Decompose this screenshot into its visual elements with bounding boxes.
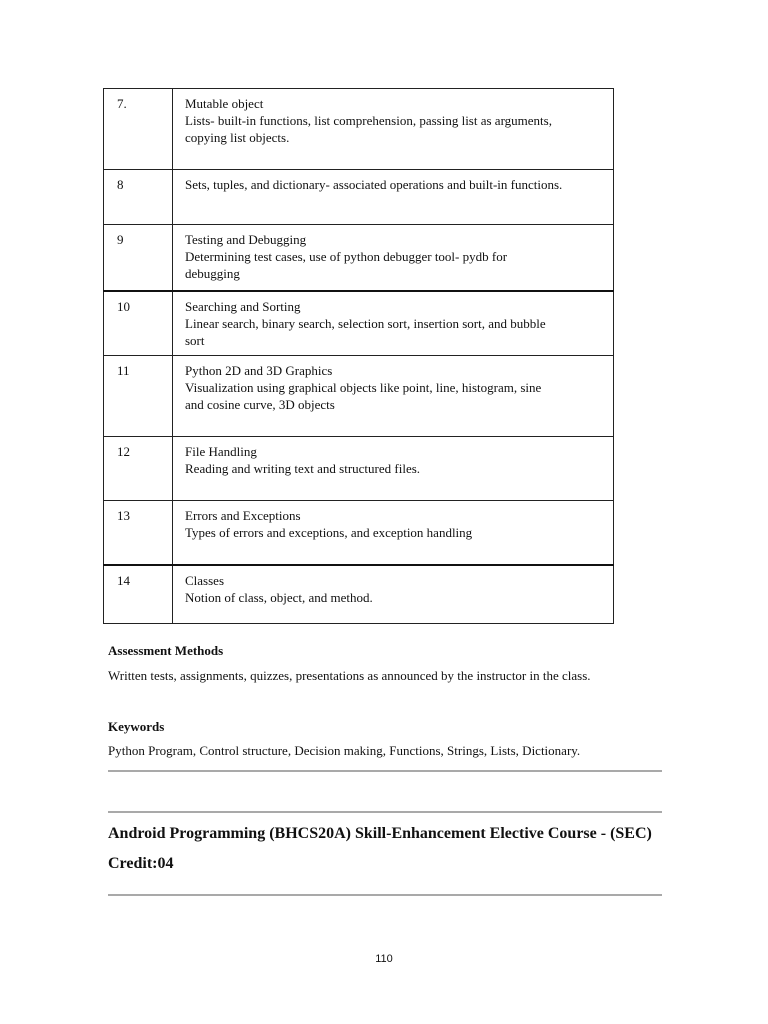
table-row	[104, 89, 614, 170]
table-row	[104, 501, 614, 565]
course-credit: Credit:04	[108, 855, 174, 872]
course-title: Android Programming (BHCS20A) Skill-Enhancement Elective Course - (SEC)	[108, 825, 652, 842]
row-number: 10	[104, 291, 173, 356]
table-row	[104, 170, 614, 225]
row-number: 13	[104, 501, 173, 565]
row-topic: Mutable object	[185, 96, 264, 111]
row-number: 7.	[104, 89, 173, 170]
divider	[108, 894, 662, 896]
divider	[108, 770, 662, 772]
row-content	[173, 356, 614, 437]
table-row	[104, 291, 614, 356]
row-detail: Linear search, binary search, selection sort, insertion sort, and bubble	[185, 315, 546, 331]
row-detail: copying list objects.	[185, 130, 290, 145]
assessment-heading: Assessment Methods	[108, 643, 224, 658]
row-topic: Python 2D and 3D Graphics	[185, 363, 333, 378]
row-detail: Reading and writing text and structured files.	[185, 461, 421, 476]
table-row	[104, 565, 614, 624]
row-detail: Visualization using graphical objects like point, line, histogram, sine	[185, 380, 542, 395]
assessment-text: Written tests, assignments, quizzes, presentations as announced by the instructor in the class.	[108, 668, 591, 683]
keywords-text: Python Program, Control structure, Decision making, Functions, Strings, Lists, Dictionary.	[108, 743, 581, 758]
row-content	[173, 501, 614, 565]
table-row	[104, 356, 614, 437]
row-content	[173, 291, 614, 356]
row-content	[173, 89, 614, 170]
row-number: 9	[104, 225, 173, 291]
row-detail: sort	[185, 332, 205, 348]
row-detail: Lists- built-in functions, list comprehension, passing list as arguments,	[185, 113, 552, 128]
keywords-heading: Keywords	[108, 719, 165, 734]
row-topic: Classes	[185, 572, 224, 588]
row-topic: Searching and Sorting	[185, 298, 301, 314]
page-number: 110	[375, 953, 393, 965]
row-number: 8	[104, 170, 173, 225]
row-topic: Errors and Exceptions	[185, 508, 301, 523]
row-detail: and cosine curve, 3D objects	[185, 397, 335, 412]
row-number: 11	[104, 356, 173, 437]
row-content	[173, 170, 614, 225]
table-row	[104, 437, 614, 501]
syllabus-table	[103, 88, 614, 624]
divider	[108, 811, 662, 813]
row-content	[173, 565, 614, 624]
row-number: 12	[104, 437, 173, 501]
row-detail: Types of errors and exceptions, and exception handling	[185, 525, 473, 540]
table-row	[104, 225, 614, 291]
row-topic: Sets, tuples, and dictionary- associated operations and built-in functions.	[185, 177, 563, 192]
row-content	[173, 225, 614, 291]
row-detail: Notion of class, object, and method.	[185, 589, 373, 605]
row-content	[173, 437, 614, 501]
row-topic: File Handling	[185, 444, 257, 459]
row-detail: debugging	[185, 266, 240, 281]
row-topic: Testing and Debugging	[185, 232, 307, 247]
row-detail: Determining test cases, use of python debugger tool- pydb for	[185, 249, 508, 264]
row-number: 14	[104, 565, 173, 624]
